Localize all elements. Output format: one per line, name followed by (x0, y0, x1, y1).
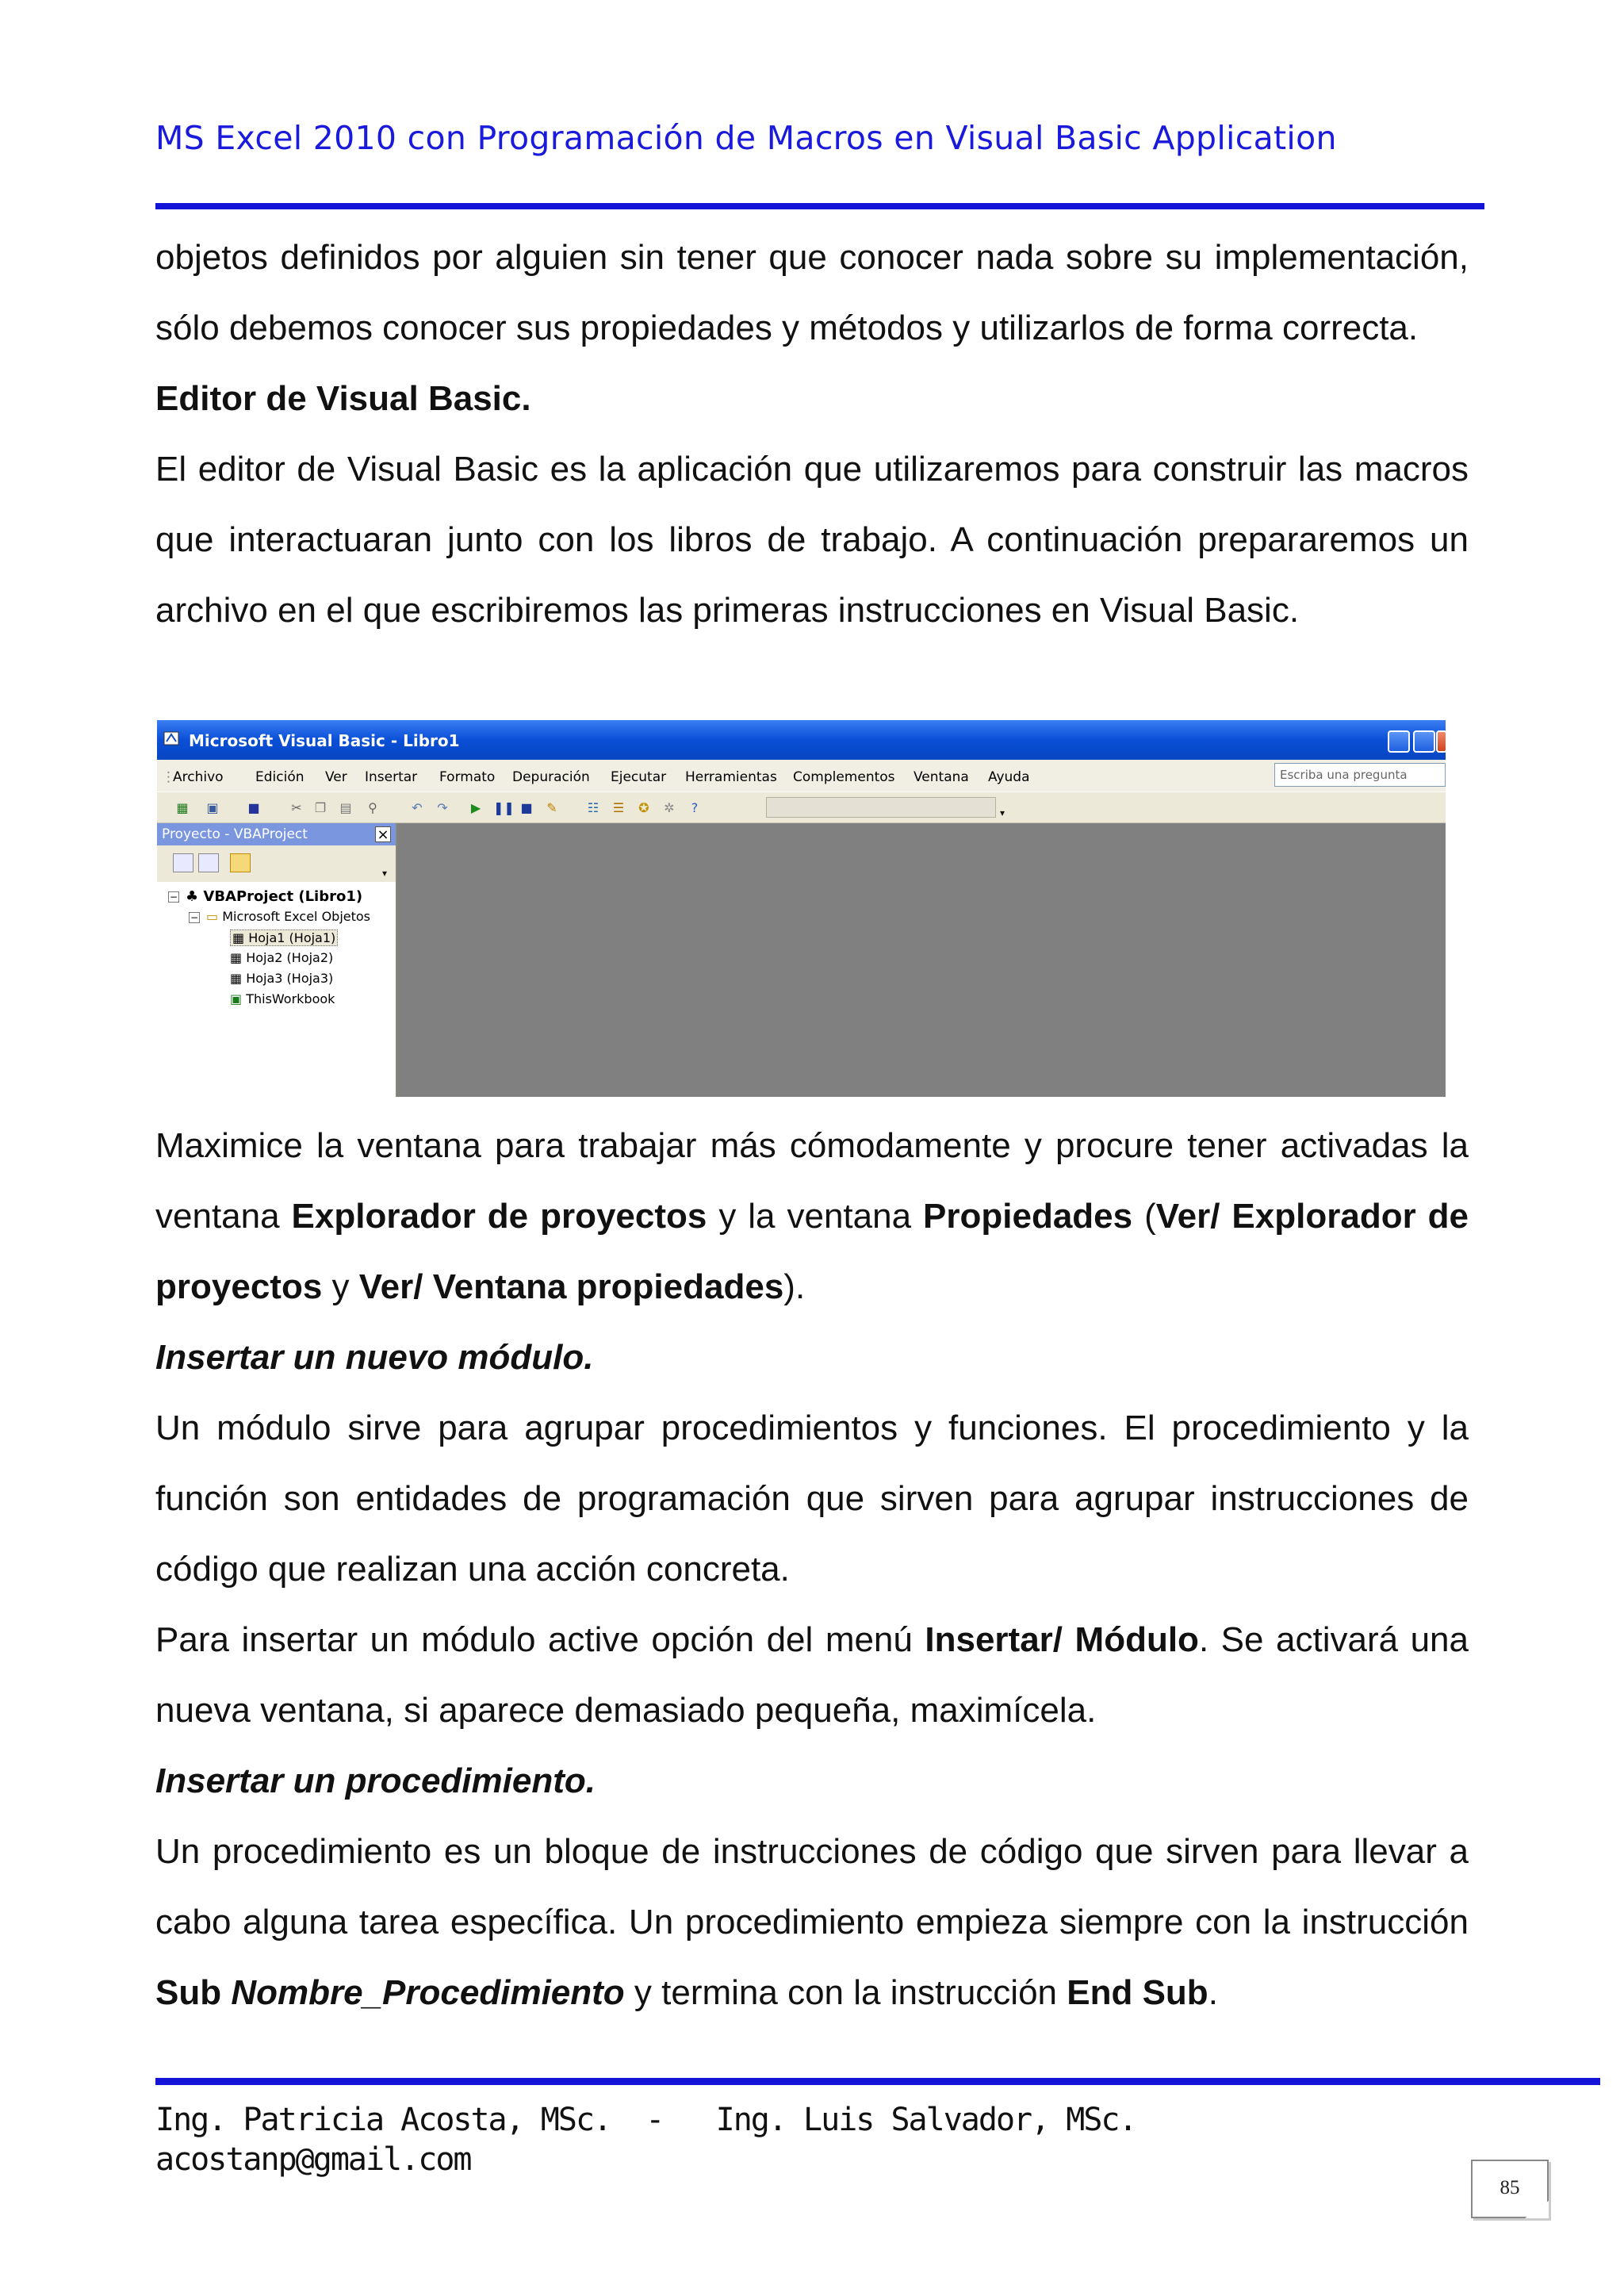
menu-item-archivo[interactable]: Archivo (173, 769, 224, 785)
running-header-title: MS Excel 2010 con Programación de Macros en Visual Basic Application (155, 119, 1337, 157)
copy-icon[interactable]: ❐ (314, 800, 327, 815)
header-rule (155, 203, 1484, 209)
redo-icon[interactable]: ↷ (437, 800, 448, 815)
sheet-icon: ▦ (232, 930, 249, 945)
design-mode-icon[interactable]: ✎ (546, 800, 557, 815)
menu-item-insertar[interactable]: Insertar (365, 769, 418, 785)
menu-item-edicion[interactable]: Edición (255, 769, 304, 785)
section-heading: Insertar un nuevo módulo. (155, 1338, 594, 1377)
undo-icon[interactable]: ↶ (412, 800, 423, 815)
tree-project-label: VBAProject (Libro1) (203, 888, 363, 905)
panel-close-button[interactable]: × (375, 826, 391, 842)
help-question-input[interactable]: Escriba una pregunta (1274, 763, 1446, 787)
find-icon[interactable]: ⚲ (368, 800, 377, 815)
toggle-folders-icon[interactable] (230, 853, 251, 872)
footer-email: acostanp@gmail.com (155, 2141, 471, 2178)
menu-item-depuracion[interactable]: Depuración (512, 769, 590, 785)
tree-folder-node[interactable] (206, 909, 370, 924)
collapse-icon[interactable]: − (169, 891, 178, 903)
menu-item-ejecutar[interactable]: Ejecutar (611, 769, 667, 785)
project-explorer-panel (157, 823, 397, 1097)
collapse-icon[interactable]: − (190, 912, 199, 923)
run-icon[interactable]: ▶ (470, 800, 481, 815)
page-fold-icon (1525, 2201, 1549, 2218)
save-icon[interactable]: ■ (247, 800, 260, 815)
project-explorer-icon[interactable]: ☷ (587, 800, 599, 815)
tree-folder-label: Microsoft Excel Objetos (222, 909, 371, 924)
scroll-arrow-icon[interactable]: ▾ (382, 868, 388, 879)
section-heading: Insertar un procedimiento. (155, 1761, 596, 1800)
text-run: ). (783, 1267, 806, 1306)
stop-icon[interactable]: ■ (520, 800, 533, 815)
tree-item-label: Hoja2 (Hoja2) (246, 950, 334, 965)
text-run: . (1208, 1973, 1218, 2012)
view-object-icon[interactable] (198, 853, 219, 872)
paragraph (155, 1110, 1469, 1322)
bold-term: Ver/ Ventana propiedades (358, 1267, 784, 1306)
close-button[interactable] (1436, 730, 1446, 753)
sheet-icon: ▦ (230, 950, 247, 965)
insert-userform-icon[interactable]: ▣ (206, 800, 219, 815)
bold-term: Sub (155, 1973, 222, 2012)
text-run: . Se activará una nueva ventana, si aparece demasiado pequeña, maximícela. (155, 1620, 1469, 1730)
bold-italic-term: Nombre_Procedimiento (231, 1973, 625, 2012)
footer-authors: Ing. Patricia Acosta, MSc. - Ing. Luis Salvador, MSc. (155, 2102, 1136, 2138)
text-run: Para insertar un módulo active opción del menú (155, 1620, 925, 1659)
minimize-button[interactable] (1388, 730, 1410, 753)
project-tree (157, 882, 396, 1096)
folder-icon: ▭ (206, 909, 223, 924)
view-code-icon[interactable] (173, 853, 193, 872)
tree-item-hoja2[interactable] (230, 950, 333, 965)
maximize-button[interactable] (1413, 730, 1435, 753)
window-titlebar (157, 720, 1446, 760)
pause-icon[interactable]: ❚❚ (493, 800, 515, 815)
bold-term: Insertar/ Módulo (925, 1620, 1199, 1659)
tree-item-thisworkbook[interactable] (230, 991, 335, 1006)
page-number-box (1471, 2160, 1549, 2218)
workbook-icon: ▣ (230, 991, 247, 1006)
menu-item-complementos[interactable]: Complementos (793, 769, 895, 785)
vbaproject-icon: ♣ (186, 888, 204, 905)
bold-term: Propiedades (923, 1197, 1133, 1236)
tree-item-label: Hoja3 (Hoja3) (246, 971, 334, 986)
page-number: 85 (1500, 2177, 1520, 2198)
panel-header (157, 823, 396, 845)
menu-item-formato[interactable]: Formato (439, 769, 496, 785)
tree-project-node[interactable] (186, 888, 362, 905)
toolbar-options-icon[interactable]: ▾ (999, 807, 1005, 818)
text-run: Un procedimiento es un bloque de instrucciones de código que sirven para llevar a cabo alguna tarea específica. Un procedimiento empieza siempre con la instrucción (155, 1832, 1469, 1941)
standard-toolbar (157, 792, 1446, 823)
body-top (155, 222, 1469, 646)
menu-item-ventana[interactable]: Ventana (914, 769, 969, 785)
vb-app-icon (163, 730, 181, 747)
text-run: y la ventana (707, 1197, 924, 1236)
text-run: y (322, 1267, 359, 1306)
window-title: Microsoft Visual Basic - Libro1 (189, 731, 460, 750)
object-browser-icon[interactable]: ✪ (638, 800, 649, 815)
body-bottom (155, 1110, 1469, 2028)
help-icon[interactable]: ? (691, 800, 699, 815)
text-run: Maximice la ventana para trabajar más cómodamente y procure tener activadas la ventana (155, 1126, 1469, 1236)
menu-item-ver[interactable]: Ver (325, 769, 347, 785)
grip-icon: ⋮ (162, 769, 175, 785)
properties-icon[interactable]: ☰ (612, 800, 625, 815)
tree-item-hoja1[interactable] (230, 930, 338, 946)
text-run: y termina con la instrucción (624, 1973, 1067, 2012)
menu-bar (157, 760, 1446, 792)
menu-item-herramientas[interactable]: Herramientas (685, 769, 777, 785)
paste-icon[interactable]: ▤ (339, 800, 352, 815)
bold-term: End Sub (1067, 1973, 1208, 2012)
text-run (221, 1973, 231, 2012)
sheet-icon: ▦ (230, 971, 247, 986)
bold-term: Ver/ Explorador de proyectos (155, 1197, 1469, 1306)
paragraph: Un módulo sirve para agrupar procedimientos y funciones. El procedimiento y la función son entidades de programación que sirven para agrupar instrucciones de código que realizan una acción concreta. (155, 1409, 1469, 1589)
vb-editor-screenshot (157, 720, 1446, 1097)
workspace-area[interactable] (397, 823, 1446, 1097)
cut-icon[interactable]: ✂ (291, 800, 302, 815)
paragraph (155, 1604, 1469, 1746)
tree-item-hoja3[interactable] (230, 971, 333, 986)
menu-item-ayuda[interactable]: Ayuda (988, 769, 1030, 785)
text-run: ( (1132, 1197, 1156, 1236)
bold-term: Explorador de proyectos (291, 1197, 707, 1236)
tree-item-label: Hoja1 (Hoja1) (248, 930, 336, 945)
paragraph: El editor de Visual Basic es la aplicación que utilizaremos para construir las macros que interactuaran junto con los libros de trabajo. A continuación prepararemos un archivo en el que escribiremos las primeras instrucciones en Visual Basic. (155, 450, 1469, 630)
footer-rule (155, 2078, 1600, 2085)
excel-view-icon[interactable]: ▦ (176, 800, 189, 815)
panel-title: Proyecto - VBAProject (162, 826, 308, 842)
position-field (766, 797, 996, 818)
section-heading: Editor de Visual Basic. (155, 379, 531, 418)
tree-item-label: ThisWorkbook (246, 991, 335, 1006)
panel-toolbar (157, 845, 396, 882)
paragraph (155, 1816, 1469, 2028)
toolbox-icon[interactable]: ✲ (664, 800, 675, 815)
paragraph: objetos definidos por alguien sin tener que conocer nada sobre su implementación, sólo debemos conocer sus propiedades y métodos y utilizarlos de forma correcta. (155, 238, 1469, 347)
